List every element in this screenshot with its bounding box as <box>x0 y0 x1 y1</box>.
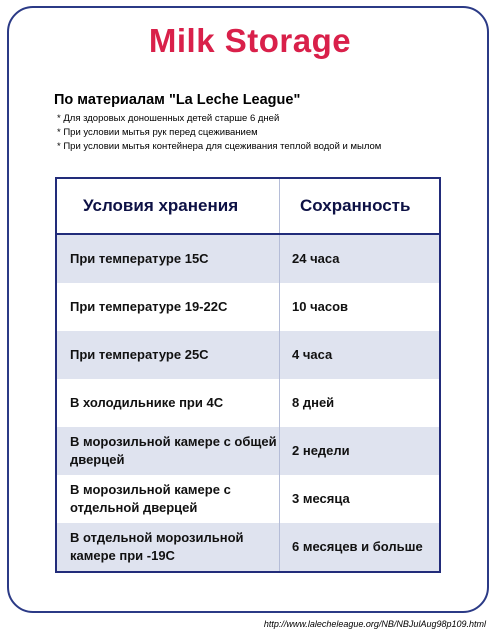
table-row <box>56 475 440 523</box>
header-duration: Сохранность <box>280 178 441 234</box>
duration-cell: 24 часа <box>280 234 441 283</box>
storage-table <box>55 177 441 573</box>
duration-cell: 8 дней <box>280 379 441 427</box>
table-row <box>56 331 440 379</box>
source-url[interactable]: http://www.lalecheleague.org/NB/NBJulAug98p109.html <box>263 619 486 629</box>
duration-cell: 6 месяцев и больше <box>280 523 441 572</box>
condition-cell: При температуре 19-22С <box>56 283 280 331</box>
note-item: * Для здоровых доношенных детей старше 6 дней <box>57 113 280 124</box>
duration-cell: 2 недели <box>280 427 441 475</box>
duration-cell: 4 часа <box>280 331 441 379</box>
table-row <box>56 283 440 331</box>
table-header-row <box>56 178 440 234</box>
source-subtitle: По материалам "La Leche League" <box>54 92 301 108</box>
table-row <box>56 234 440 283</box>
condition-cell: В морозильной камере с общей дверцей <box>56 427 280 475</box>
notes-list <box>57 112 381 154</box>
condition-cell: В морозильной камере с отдельной дверцей <box>56 475 280 523</box>
condition-cell: В отдельной морозильной камере при -19С <box>56 523 280 572</box>
duration-cell: 10 часов <box>280 283 441 331</box>
condition-cell: В холодильнике при 4С <box>56 379 280 427</box>
table-row <box>56 523 440 572</box>
table-row <box>56 379 440 427</box>
page-title: Milk Storage <box>148 22 352 59</box>
condition-cell: При температуре 25С <box>56 331 280 379</box>
note-item: * При условии мытья рук перед сцеживанием <box>57 127 258 138</box>
duration-cell: 3 месяца <box>280 475 441 523</box>
note-item: * При условии мытья контейнера для сцеживания теплой водой и мылом <box>57 141 382 152</box>
header-conditions: Условия хранения <box>56 178 280 234</box>
table-row <box>56 427 440 475</box>
condition-cell: При температуре 15С <box>56 234 280 283</box>
